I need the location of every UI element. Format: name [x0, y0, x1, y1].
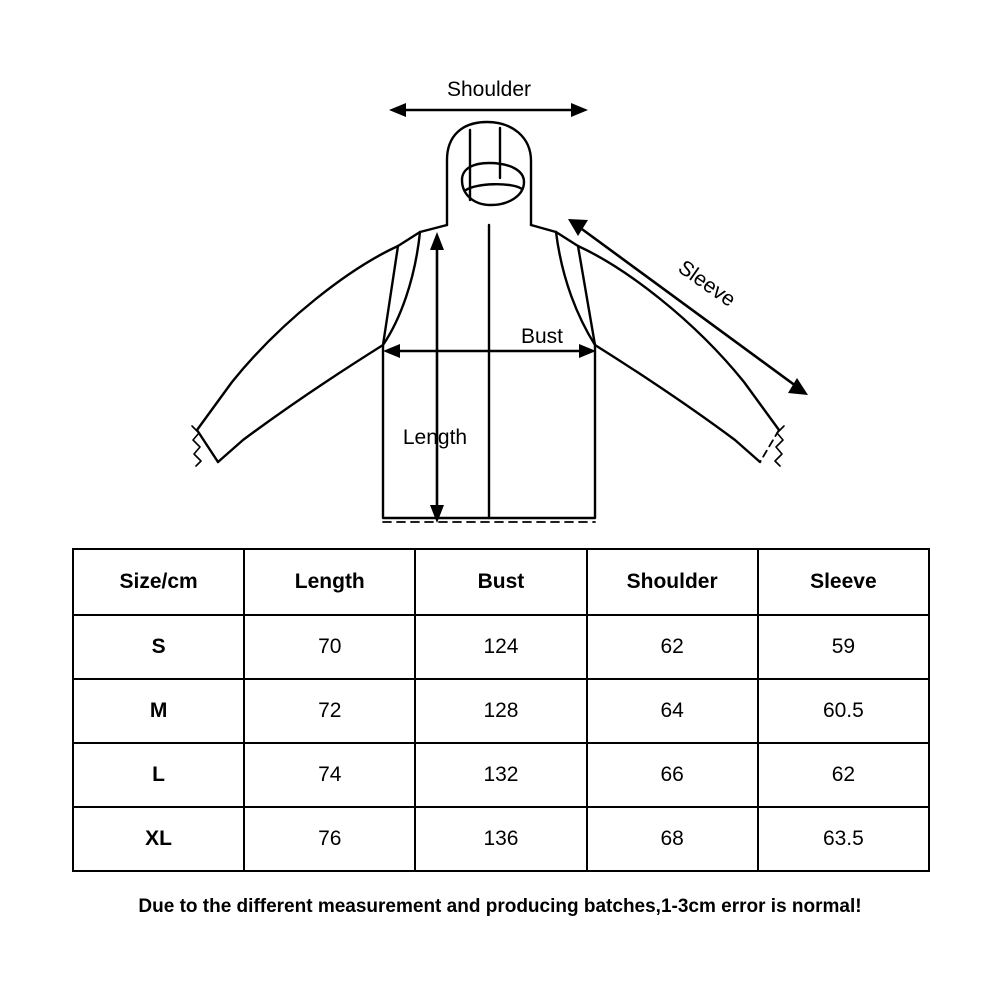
cell-sleeve: 62	[758, 743, 929, 807]
cell-size: L	[73, 743, 244, 807]
label-length: Length	[402, 426, 468, 449]
cell-size: XL	[73, 807, 244, 871]
cell-shoulder: 68	[587, 807, 758, 871]
cell-shoulder: 66	[587, 743, 758, 807]
table-row	[73, 807, 929, 871]
cell-length: 74	[244, 743, 415, 807]
cell-length: 72	[244, 679, 415, 743]
cell-length: 76	[244, 807, 415, 871]
table-row	[73, 679, 929, 743]
label-shoulder: Shoulder	[446, 78, 532, 101]
cell-shoulder: 62	[587, 615, 758, 679]
cell-sleeve: 63.5	[758, 807, 929, 871]
cell-bust: 128	[415, 679, 586, 743]
column-header-length: Length	[244, 549, 415, 615]
measurement-disclaimer: Due to the different measurement and producing batches,1-3cm error is normal!	[138, 896, 862, 917]
table-row	[73, 615, 929, 679]
cell-shoulder: 64	[587, 679, 758, 743]
cell-size: S	[73, 615, 244, 679]
column-header-sleeve: Sleeve	[758, 549, 929, 615]
cell-sleeve: 59	[758, 615, 929, 679]
table-row	[73, 743, 929, 807]
column-header-bust: Bust	[415, 549, 586, 615]
cell-bust: 132	[415, 743, 586, 807]
cell-length: 70	[244, 615, 415, 679]
cell-size: M	[73, 679, 244, 743]
cell-bust: 136	[415, 807, 586, 871]
size-table	[72, 548, 930, 872]
column-header-shoulder: Shoulder	[587, 549, 758, 615]
table-header-row	[73, 549, 929, 615]
cell-bust: 124	[415, 615, 586, 679]
column-header-size: Size/cm	[73, 549, 244, 615]
cell-sleeve: 60.5	[758, 679, 929, 743]
label-sleeve: Sleeve	[673, 255, 740, 312]
label-bust: Bust	[520, 325, 564, 348]
